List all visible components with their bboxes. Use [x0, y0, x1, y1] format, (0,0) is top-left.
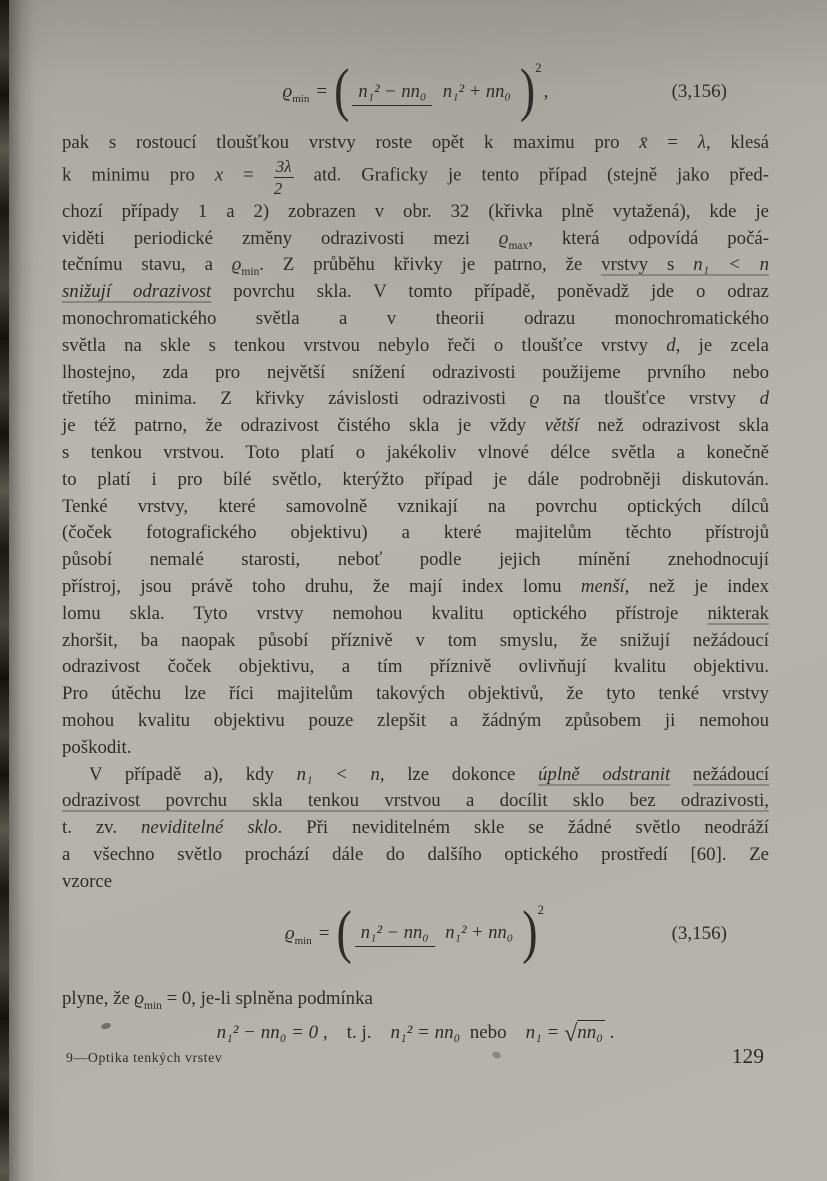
- text-run: ϱ: [529, 388, 540, 410]
- text-run: působí nemalé starosti, neboť podle jejich mínění znehodnocují: [62, 549, 769, 571]
- exponent: 2: [537, 901, 545, 917]
- exponent: 2: [535, 60, 542, 75]
- text-run: n₁² − nn₀ = 0 ,: [216, 1022, 328, 1044]
- equals-sign: =: [318, 922, 330, 944]
- book-binding-edge: [0, 0, 9, 1181]
- text-line: [62, 708, 769, 735]
- text-run: nikterak: [707, 602, 769, 624]
- text-run: , která odpovídá počá-: [528, 227, 769, 249]
- text-line: [62, 628, 769, 655]
- text-line: [62, 601, 769, 628]
- inline-fraction: $\frac{3\lambda}{2}$: [273, 156, 292, 199]
- text-line: [62, 735, 769, 762]
- text-line: [62, 547, 769, 574]
- rho-symbol: ϱ: [282, 81, 293, 102]
- text-line: [62, 681, 769, 708]
- close-paren: ): [519, 56, 536, 123]
- text-run: lhostejno, zda pro největší snížení odrazivosti použijeme prvního nebo: [62, 361, 769, 383]
- text-run: n₁ < n: [296, 763, 380, 785]
- text-run: λ: [697, 132, 706, 153]
- text-line: [62, 654, 769, 681]
- text-run: , než je index: [624, 576, 770, 598]
- text-run: poškodit.: [62, 736, 132, 758]
- fraction-numerator: n₁² − nn₀: [355, 922, 435, 947]
- text-run: Pro útěchu lze říci majitelům takových objektivů, že tyto tenké vrstvy: [62, 683, 769, 705]
- text-run: n₁² = nn₀: [390, 1022, 461, 1044]
- text-run: třetího minima. Z křivky závislosti odrazivosti: [62, 388, 530, 410]
- text-line: [62, 762, 769, 789]
- text-run: lomu skla. Tyto vrstvy nemohou kvalitu optického přístroje: [62, 602, 708, 624]
- text-run: x̄: [639, 132, 648, 153]
- text-run: . Z průběhu křivky je patrno, že: [259, 254, 602, 276]
- page-content: [62, 54, 769, 1048]
- text-run: Tenké vrstvy, které samovolně vznikají na povrchu optických dílců: [62, 495, 769, 517]
- text-run: odrazivost povrchu skla tenkou vrstvou a docílit sklo bez odrazivosti,: [62, 790, 769, 812]
- close-paren: ): [522, 897, 538, 965]
- text-run: povrchu skla. V tomto případě, poněvadž jde o odraz: [211, 281, 769, 303]
- text-line: [62, 306, 769, 333]
- text-run: tečnímu stavu, a: [62, 254, 232, 276]
- text-run: ϱ: [134, 987, 145, 1009]
- fraction-denominator: n₁² + nn₀: [442, 81, 511, 102]
- text-run: monochromatického světla a v theorii odrazu monochromatického: [62, 308, 769, 330]
- text-run: vzorce: [62, 870, 113, 892]
- text-line: [62, 788, 769, 815]
- text-line: [62, 494, 769, 521]
- text-line: [62, 130, 769, 157]
- text-line: [62, 842, 769, 869]
- text-line: [62, 413, 769, 440]
- text-run: n₁ =: [525, 1022, 565, 1044]
- text-run: je též patrno, že odrazivost čistého skla je vždy: [62, 415, 545, 437]
- formula-rho-min: [282, 56, 549, 123]
- text-run: x: [214, 164, 224, 186]
- rho-symbol: ϱ: [284, 922, 295, 944]
- text-line: [62, 333, 769, 360]
- text-run: .: [604, 1022, 615, 1044]
- text-run: než odrazivost skla: [579, 415, 769, 437]
- display-formula-top: [62, 54, 769, 130]
- paragraph-invisible-glass: [62, 762, 769, 896]
- condition-intro-line: [62, 986, 769, 1013]
- text-line: [62, 252, 769, 279]
- text-run: vrstvy s: [601, 254, 694, 276]
- text-run: n₁ < n: [693, 254, 770, 276]
- text-line: [62, 467, 769, 494]
- text-line: [62, 279, 769, 306]
- text-run: neviditelné sklo: [141, 817, 278, 839]
- text-run: ϱ: [498, 227, 509, 249]
- fraction-denominator: n₁² + nn₀: [445, 923, 514, 944]
- text-run: viděti periodické změny odrazivosti mezi: [62, 227, 499, 249]
- text-line: [62, 520, 769, 547]
- text-run: [670, 764, 693, 785]
- equation-number: (3,156): [671, 922, 727, 944]
- text-run: větší: [544, 415, 580, 437]
- text-run: =: [223, 164, 274, 186]
- trailing-comma: ,: [543, 81, 549, 102]
- text-run: V případě a), kdy: [89, 763, 297, 785]
- text-run: =: [647, 132, 698, 153]
- text-run: ϱ: [231, 254, 242, 276]
- text-line: [62, 157, 769, 199]
- text-run: plyne, že: [62, 987, 135, 1009]
- text-run: = 0, je-li splněna podmínka: [161, 987, 373, 1009]
- display-formula-bottom: [62, 896, 769, 972]
- text-run: odrazivost čoček objektivu, a tím příznivě ovlivňují kvalitu objektivu.: [62, 656, 769, 678]
- text-run: s tenkou vrstvou. Toto platí o jakékoliv vlnové délce světla a konečně: [62, 442, 769, 464]
- text-run: t. zv.: [62, 817, 141, 839]
- text-line: [62, 199, 769, 226]
- text-run: úplně odstranit: [538, 763, 671, 785]
- binding-shadow: [9, 0, 35, 1181]
- text-run: t. j.: [327, 1022, 391, 1044]
- equation-number: (3,156): [671, 81, 727, 102]
- text-line: [62, 386, 769, 413]
- text-run: , klesá: [705, 132, 770, 153]
- text-run: chozí případy 1 a 2) zobrazen v obr. 32 (křivka plně vytažená), kde je: [62, 200, 769, 222]
- text-line: [62, 815, 769, 842]
- paragraph-main: [62, 130, 769, 762]
- text-run: přístroj, jsou právě toho druhu, že mají index lomu: [62, 576, 581, 598]
- fraction: [352, 82, 516, 103]
- text-run: pak s rostoucí tloušťkou vrstvy roste opět k maximu pro: [62, 132, 640, 153]
- text-line: [62, 869, 769, 896]
- fraction: [355, 923, 519, 944]
- text-run: snižují odrazivost: [62, 281, 212, 303]
- condition-equation: [62, 1021, 769, 1048]
- subscript: min: [241, 266, 260, 279]
- subscript: min: [144, 999, 162, 1012]
- text-run: světla na skle s tenkou vrstvou nebylo řeči o tloušťce vrstvy: [62, 334, 667, 356]
- formula-lhs: [283, 81, 310, 103]
- rho-subscript: min: [294, 934, 312, 947]
- fraction-numerator: n₁² − nn₀: [352, 81, 432, 106]
- text-run: mohou kvalitu objektivu pouze zlepšit a žádným způsobem ji nemohou: [62, 710, 769, 732]
- ink-smudge: [491, 1051, 502, 1060]
- text-run: d: [759, 388, 769, 410]
- sqrt-radical: √nn₀: [564, 1021, 603, 1048]
- text-run: a všechno světlo prochází dále do dalšího optického prostředí [60]. Ze: [62, 844, 769, 866]
- text-line: [62, 226, 769, 253]
- text-run: , lze dokonce: [379, 763, 539, 785]
- text-run: k minimu pro: [62, 164, 215, 186]
- text-run: atd. Graficky je tento případ (stejně jako před-: [293, 164, 770, 186]
- text-run: . Při neviditelném skle se žádné světlo neodráží: [277, 817, 769, 839]
- text-line: [62, 360, 769, 387]
- text-run: menší: [580, 576, 625, 598]
- text-run: , je zcela: [675, 334, 769, 356]
- open-paren: (: [336, 897, 352, 965]
- text-run: nežádoucí: [692, 763, 770, 785]
- footer-caption: 9—Optika tenkých vrstev: [66, 1050, 223, 1065]
- equals-sign: =: [316, 81, 328, 102]
- subscript: max: [508, 239, 529, 252]
- page-number: 129: [731, 1044, 764, 1068]
- text-run: to platí i pro bílé světlo, kterýžto případ je dále podrobněji diskutován.: [62, 468, 769, 490]
- formula-lhs: [285, 923, 312, 945]
- open-paren: (: [334, 56, 350, 123]
- text-run: na tloušťce vrstvy: [539, 388, 760, 410]
- text-run: zhoršit, ba naopak působí příznivě v tom smyslu, že snižují nežádoucí: [62, 629, 769, 651]
- rho-subscript: min: [292, 92, 310, 105]
- text-run: (čoček fotografického objektivu) a které majitelům těchto přístrojů: [62, 522, 769, 544]
- text-run: d: [666, 334, 676, 356]
- text-run: nebo: [460, 1022, 526, 1044]
- text-line: [62, 574, 769, 601]
- formula-rho-min: [284, 897, 546, 965]
- text-line: [62, 440, 769, 467]
